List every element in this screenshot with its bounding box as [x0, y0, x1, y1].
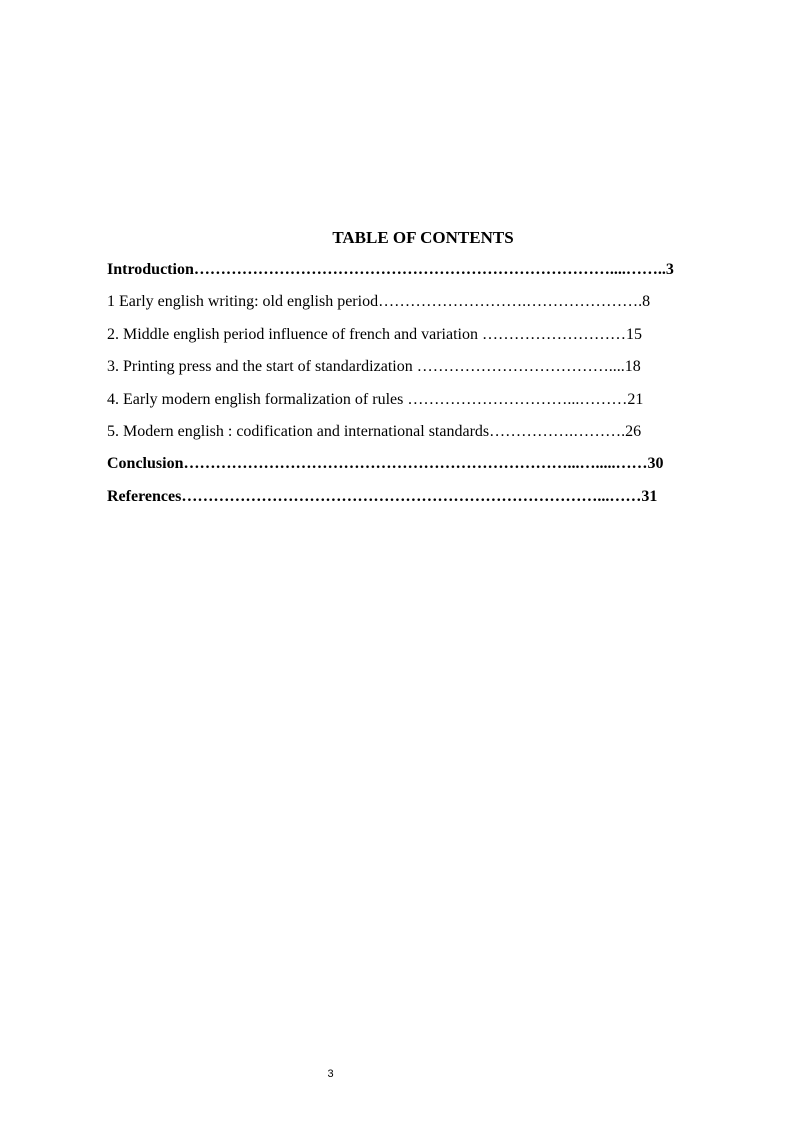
toc-entry-references: References……………………………………………………………………...……31	[107, 487, 658, 505]
toc-entry-chapter-3: 3. Printing press and the start of standardization ………………………………....18	[107, 358, 641, 376]
toc-entry-introduction: Introduction……………………………………………………………………....……..3	[107, 261, 674, 278]
toc-entry-conclusion: Conclusion………………………………………………………………...….....……30	[107, 455, 664, 473]
toc-entry-chapter-1: 1 Early english writing: old english period……………………….………………….8	[107, 293, 651, 311]
toc-entry-chapter-2: 2. Middle english period influence of french and variation ………………………15	[107, 325, 642, 343]
toc-entry-chapter-5: 5. Modern english : codification and international standards…………….……….26	[107, 422, 642, 440]
toc-list	[107, 259, 738, 518]
page-number: 3	[327, 1068, 334, 1080]
toc-title: TABLE OF CONTENTS	[332, 228, 514, 247]
toc-entry-chapter-4: 4. Early modern english formalization of rules …………………………...………21	[107, 390, 644, 408]
